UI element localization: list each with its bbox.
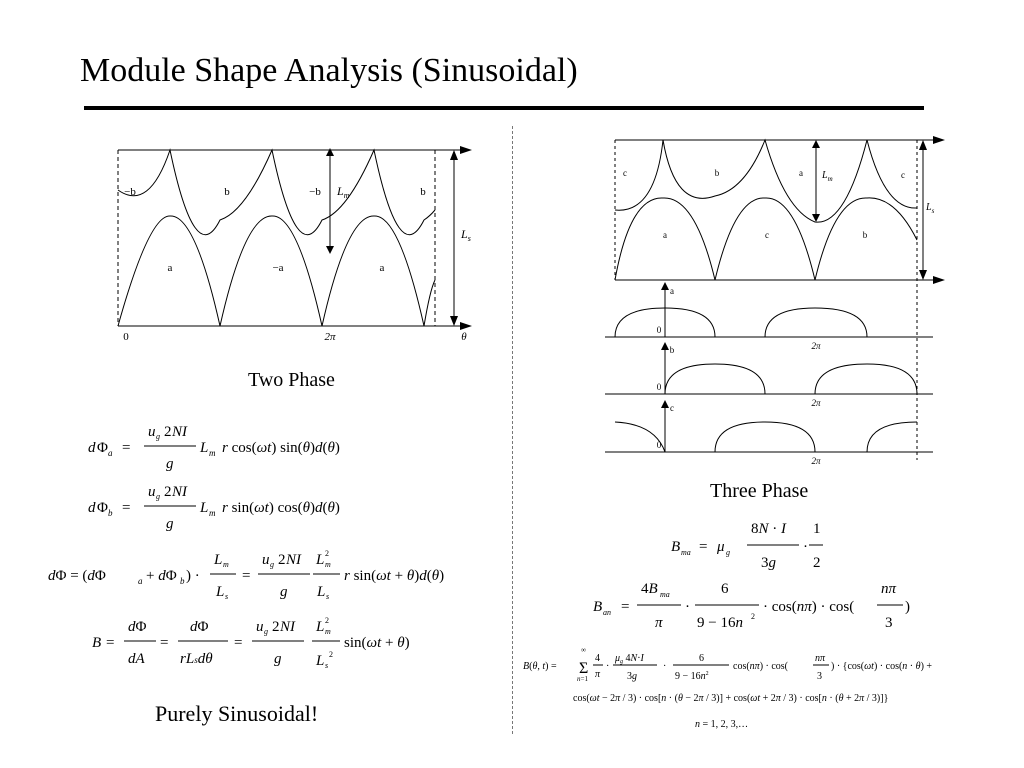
svg-text:·: · xyxy=(685,599,690,615)
phase-c-label: c xyxy=(670,403,674,413)
svg-text:=: = xyxy=(122,500,131,516)
svg-text:μ: μ xyxy=(717,539,725,555)
svg-text:g: g xyxy=(156,492,160,501)
svg-text:L: L xyxy=(216,584,225,600)
Lm-arrow-down xyxy=(326,246,334,254)
svg-text:1: 1 xyxy=(813,521,821,537)
region-label-neg-b: −b xyxy=(309,186,321,198)
svg-text:2: 2 xyxy=(751,612,755,621)
two-phase-equations xyxy=(40,415,510,690)
svg-text:=: = xyxy=(234,635,243,651)
top-axis-arrowhead xyxy=(933,136,945,144)
B-series-equation xyxy=(523,646,932,730)
svg-text:sin(ωt + θ): sin(ωt + θ) xyxy=(344,635,410,651)
region-label-b: b xyxy=(420,186,426,198)
svg-text:a: a xyxy=(108,448,113,458)
phase-b-pulse xyxy=(815,364,917,394)
svg-text:dΦ: dΦ xyxy=(128,619,147,635)
svg-text:m: m xyxy=(209,508,216,518)
svg-text:dΦ = (dΦ: dΦ = (dΦ xyxy=(48,568,106,584)
svg-text:r sin(ωt + θ)d(θ): r sin(ωt + θ)d(θ) xyxy=(344,568,445,584)
phase-b-origin: 0 xyxy=(656,382,662,392)
svg-text:L: L xyxy=(316,552,325,568)
svg-text:): ) xyxy=(905,599,910,615)
svg-text:NI: NI xyxy=(280,619,295,635)
svg-text:NI: NI xyxy=(172,484,187,500)
phase-b-label: b xyxy=(669,345,675,355)
region-label-c: c xyxy=(623,168,627,178)
svg-text:g: g xyxy=(270,560,274,569)
three-phase-caption: Three Phase xyxy=(710,480,809,502)
svg-text:9 − 16n: 9 − 16n xyxy=(697,615,743,631)
svg-text:r sin(ωt) cos(θ)d(θ): r sin(ωt) cos(θ)d(θ) xyxy=(222,500,340,516)
phase-c-pulse xyxy=(715,422,815,452)
svg-text:u: u xyxy=(262,552,270,568)
svg-text:g: g xyxy=(166,516,174,532)
phase-b-pulse xyxy=(665,364,765,394)
svg-text:d: d xyxy=(88,500,96,516)
svg-text:B: B xyxy=(671,539,681,555)
upper-cusp-curve xyxy=(118,150,435,235)
svg-text:g: g xyxy=(264,627,268,636)
svg-text:Σ: Σ xyxy=(579,660,589,677)
svg-text:2: 2 xyxy=(164,424,172,440)
region-label-b: b xyxy=(714,168,720,178)
svg-text:∞: ∞ xyxy=(581,646,586,654)
Ls-arrow-down xyxy=(919,270,927,280)
svg-text:L: L xyxy=(316,653,325,669)
svg-text:s: s xyxy=(225,592,229,601)
svg-text:m: m xyxy=(223,560,229,569)
svg-text:6: 6 xyxy=(721,581,729,597)
total-flux-equation xyxy=(48,549,444,601)
svg-text:m: m xyxy=(325,627,331,636)
svg-text:2: 2 xyxy=(813,555,821,571)
svg-text:dA: dA xyxy=(128,651,145,667)
svg-text:Φ: Φ xyxy=(97,500,108,516)
svg-text:=: = xyxy=(699,539,708,555)
Ban-equation xyxy=(593,581,910,631)
svg-text:u: u xyxy=(256,619,264,635)
svg-text:2: 2 xyxy=(325,616,329,625)
region-label-b: b xyxy=(224,186,230,198)
svg-text:cos(ωt − 2π / 3) · cos[n · (θ: cos(ωt − 2π / 3) · cos[n · (θ − 2π / 3)] + cos(ωt + 2π / 3) · cos[n · (θ + 2π / 3)]} xyxy=(573,693,889,704)
svg-text:·: · xyxy=(606,661,610,672)
phase-a-two-pi: 2π xyxy=(811,341,821,351)
slide-title: Module Shape Analysis (Sinusoidal) xyxy=(80,52,578,89)
svg-text:ma: ma xyxy=(660,590,670,599)
svg-text:nπ: nπ xyxy=(815,653,826,664)
svg-text:s: s xyxy=(325,661,329,670)
Bma-equation xyxy=(671,521,823,571)
svg-text:B: B xyxy=(593,599,603,615)
two-pi-label: 2π xyxy=(324,331,336,343)
upper-cusp-curve xyxy=(615,140,917,222)
svg-text:Φ: Φ xyxy=(97,440,108,456)
svg-text:g: g xyxy=(156,432,160,441)
flux-b-equation xyxy=(88,484,340,532)
svg-text:dΦ: dΦ xyxy=(190,619,209,635)
svg-text:8N · I: 8N · I xyxy=(751,521,787,537)
conclusion-text: Purely Sinusoidal! xyxy=(155,701,319,726)
flux-density-equation xyxy=(92,616,410,670)
phase-c-arrowhead xyxy=(661,400,669,408)
svg-text:9 − 16n2: $9 - 16n^2$ xyxy=(675,671,709,682)
region-label-a: a xyxy=(799,168,803,178)
region-label-neg-b: −b xyxy=(124,186,136,198)
svg-text:3g: 3g xyxy=(761,555,776,571)
svg-text:an: an xyxy=(603,608,611,617)
Ls-arrow-up xyxy=(450,150,458,160)
svg-text:·: · xyxy=(803,539,808,555)
svg-text:m: m xyxy=(325,560,331,569)
svg-text:nπ: nπ xyxy=(881,581,897,597)
region-label-a: a xyxy=(167,262,173,274)
svg-text:NI: NI xyxy=(286,552,301,568)
origin-label: 0 xyxy=(123,331,129,343)
top-axis-arrowhead xyxy=(460,146,472,154)
svg-text:s: s xyxy=(326,592,330,601)
phase-a-origin: 0 xyxy=(656,325,662,335)
svg-text:3: 3 xyxy=(817,671,822,682)
vertical-divider xyxy=(512,126,513,734)
svg-text:L: L xyxy=(317,584,326,600)
Lm-label: $L_m$ xyxy=(822,170,833,183)
three-phase-equations xyxy=(515,515,1020,735)
svg-text:μg 4N·I: $\mu_g$ 4N·I xyxy=(615,653,644,665)
svg-text:rLsdθ: rLsdθ xyxy=(180,651,213,667)
svg-text:L: L xyxy=(316,619,325,635)
title-underline xyxy=(84,106,924,110)
Lm-arrow-up xyxy=(326,148,334,156)
svg-text:) · {cos(ωt) · cos(n · θ) +: ) · {cos(ωt) · cos(n · θ) + xyxy=(831,661,933,672)
svg-text:L: L xyxy=(214,552,223,568)
Lm-label: $L_m$ xyxy=(337,184,350,200)
svg-text:3: 3 xyxy=(885,615,893,631)
svg-text:NI: NI xyxy=(172,424,187,440)
theta-axis-label: θ xyxy=(461,331,467,343)
theta-axis-arrowhead xyxy=(460,322,472,330)
region-label-c: c xyxy=(901,170,905,180)
svg-text:· cos(nπ) · cos(: · cos(nπ) · cos( xyxy=(763,599,855,615)
two-phase-caption: Two Phase xyxy=(248,369,335,391)
Lm-arrow-up xyxy=(812,140,820,148)
phase-b-arrowhead xyxy=(661,342,669,350)
svg-text:B: B xyxy=(92,635,102,651)
svg-text:2: 2 xyxy=(329,650,333,659)
Ls-arrow-up xyxy=(919,140,927,150)
two-phase-diagram xyxy=(100,140,485,350)
svg-text:=: = xyxy=(242,568,251,584)
svg-text:=: = xyxy=(160,635,169,651)
svg-text:L: L xyxy=(200,500,209,516)
svg-text:2: 2 xyxy=(325,549,329,558)
svg-text:g: g xyxy=(274,651,282,667)
three-phase-diagram xyxy=(605,130,950,475)
phase-c-origin: 0 xyxy=(656,440,662,450)
phase-c-pulse xyxy=(867,422,917,452)
region-label-b: b xyxy=(862,230,868,240)
svg-text:d: d xyxy=(88,440,96,456)
Ls-label: $L_s$ xyxy=(461,227,471,243)
svg-text:r cos(ωt) sin(θ)d(θ): r cos(ωt) sin(θ)d(θ) xyxy=(222,440,340,456)
svg-text:2: 2 xyxy=(278,552,286,568)
svg-text:2: 2 xyxy=(164,484,172,500)
svg-text:2: 2 xyxy=(272,619,280,635)
bottom-axis-arrowhead xyxy=(933,276,945,284)
svg-text:cos(nπ) · cos(: cos(nπ) · cos( xyxy=(733,661,789,672)
svg-text:L: L xyxy=(200,440,209,456)
svg-text:g: g xyxy=(166,456,174,472)
phase-a-arrowhead xyxy=(661,282,669,290)
svg-text:b: b xyxy=(180,576,185,586)
svg-text:4B: 4B xyxy=(641,581,658,597)
svg-text:) ·: ) · xyxy=(186,568,200,584)
phase-c-two-pi: 2π xyxy=(811,456,821,466)
svg-text:g: g xyxy=(280,584,288,600)
svg-text:m: m xyxy=(209,448,216,458)
svg-text:·: · xyxy=(663,661,667,672)
phase-b-two-pi: 2π xyxy=(811,398,821,408)
svg-text:B(θ, t) =: B(θ, t) = xyxy=(523,661,557,672)
flux-a-equation xyxy=(88,424,340,472)
Ls-label: $L_s$ xyxy=(926,202,935,215)
svg-text:n = 1, 2, 3,…: n = 1, 2, 3,… xyxy=(695,719,749,730)
svg-text:g: g xyxy=(726,548,730,557)
svg-text:=: = xyxy=(621,599,630,615)
svg-text:+ dΦ: + dΦ xyxy=(146,568,177,584)
region-label-neg-a: −a xyxy=(272,262,284,274)
Ls-arrow-down xyxy=(450,316,458,326)
region-label-a: a xyxy=(379,262,385,274)
phase-a-label: a xyxy=(670,286,674,296)
phase-a-pulse xyxy=(765,308,867,337)
svg-text:=: = xyxy=(106,635,115,651)
svg-text:=: = xyxy=(122,440,131,456)
svg-text:a: a xyxy=(138,576,143,586)
svg-text:ma: ma xyxy=(681,548,691,557)
region-label-c: c xyxy=(765,230,769,240)
svg-text:n=1: n=1 xyxy=(577,675,588,683)
svg-text:u: u xyxy=(148,484,156,500)
svg-text:π: π xyxy=(655,615,663,631)
region-label-a: a xyxy=(663,230,667,240)
svg-text:u: u xyxy=(148,424,156,440)
svg-text:6: 6 xyxy=(699,653,704,664)
svg-text:b: b xyxy=(108,508,113,518)
svg-text:4: 4 xyxy=(595,653,600,664)
svg-text:3g: 3g xyxy=(627,671,637,682)
svg-text:π: π xyxy=(595,669,601,680)
